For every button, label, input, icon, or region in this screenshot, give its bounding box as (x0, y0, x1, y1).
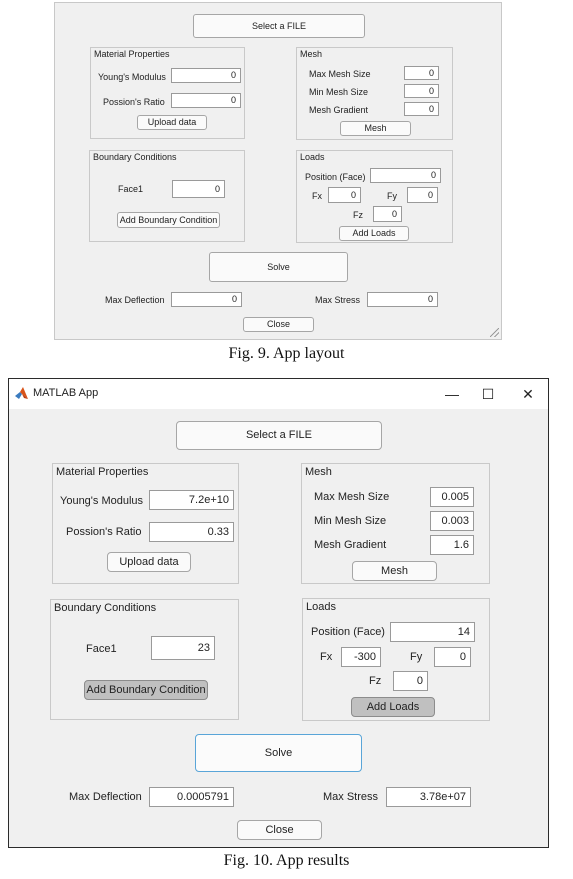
fx-field[interactable]: 0 (328, 187, 361, 203)
max-mesh-size-field[interactable]: 0.005 (430, 487, 474, 507)
mesh-button[interactable]: Mesh (352, 561, 437, 581)
solve-button[interactable]: Solve (195, 734, 362, 772)
minimize-icon[interactable]: — (445, 386, 459, 402)
close-window-icon[interactable]: ✕ (522, 386, 534, 402)
youngs-modulus-label: Young's Modulus (98, 72, 166, 82)
matlab-app-window (8, 378, 549, 848)
fy-field[interactable]: 0 (407, 187, 438, 203)
fx-field[interactable]: -300 (341, 647, 381, 667)
max-stress-field[interactable]: 3.78e+07 (386, 787, 471, 807)
youngs-modulus-label: Young's Modulus (60, 495, 144, 507)
solve-button[interactable]: Solve (209, 252, 348, 282)
mesh-panel (296, 47, 453, 140)
fz-field[interactable]: 0 (373, 206, 402, 222)
fig9-app-layout (54, 2, 502, 340)
select-file-button[interactable]: Select a FILE (176, 421, 382, 450)
youngs-modulus-field[interactable]: 0 (171, 68, 241, 83)
loads-title: Loads (300, 152, 325, 162)
fy-field[interactable]: 0 (434, 647, 471, 667)
youngs-modulus-field[interactable]: 7.2e+10 (149, 490, 234, 510)
mesh-title: Mesh (300, 49, 323, 59)
fy-label: Fy (410, 651, 423, 663)
face1-field[interactable]: 23 (151, 636, 215, 660)
loads-panel (296, 150, 453, 243)
title-bar[interactable] (9, 379, 548, 409)
boundary-conditions-panel (89, 150, 245, 242)
add-loads-button[interactable]: Add Loads (339, 226, 409, 241)
mesh-gradient-field[interactable]: 1.6 (430, 535, 474, 555)
material-properties-panel (52, 463, 239, 584)
boundary-conditions-title: Boundary Conditions (54, 602, 157, 614)
boundary-conditions-title: Boundary Conditions (93, 152, 177, 162)
max-deflection-label: Max Deflection (105, 295, 165, 305)
min-mesh-size-label: Min Mesh Size (314, 515, 387, 527)
loads-title: Loads (306, 601, 336, 613)
poisson-ratio-field[interactable]: 0 (171, 93, 241, 108)
position-face-label: Position (Face) (305, 172, 366, 182)
min-mesh-size-field[interactable]: 0.003 (430, 511, 474, 531)
add-loads-button[interactable]: Add Loads (351, 697, 435, 717)
boundary-conditions-panel (50, 599, 239, 720)
poisson-ratio-label: Possion's Ratio (103, 97, 165, 107)
mesh-gradient-field[interactable]: 0 (404, 102, 439, 116)
add-boundary-condition-button[interactable]: Add Boundary Condition (117, 212, 220, 228)
face1-label: Face1 (118, 184, 144, 194)
max-mesh-size-field[interactable]: 0 (404, 66, 439, 80)
mesh-panel (301, 463, 490, 584)
position-face-field[interactable]: 0 (370, 168, 441, 183)
min-mesh-size-field[interactable]: 0 (404, 84, 439, 98)
matlab-logo-icon (15, 387, 28, 400)
max-mesh-size-label: Max Mesh Size (309, 69, 371, 79)
max-stress-label: Max Stress (323, 791, 379, 803)
poisson-ratio-label: Possion's Ratio (66, 526, 142, 538)
material-properties-title: Material Properties (94, 49, 170, 59)
mesh-button[interactable]: Mesh (340, 121, 411, 136)
fy-label: Fy (387, 191, 397, 201)
max-deflection-field[interactable]: 0 (171, 292, 242, 307)
close-button[interactable]: Close (237, 820, 322, 840)
add-boundary-condition-button[interactable]: Add Boundary Condition (84, 680, 208, 700)
material-properties-panel (90, 47, 245, 139)
mesh-gradient-label: Mesh Gradient (314, 539, 387, 551)
max-stress-field[interactable]: 0 (367, 292, 438, 307)
close-button[interactable]: Close (243, 317, 314, 332)
face1-field[interactable]: 0 (172, 180, 225, 198)
fz-field[interactable]: 0 (393, 671, 428, 691)
fig9-caption: Fig. 9. App layout (228, 345, 345, 362)
max-deflection-label: Max Deflection (69, 791, 142, 803)
min-mesh-size-label: Min Mesh Size (309, 87, 369, 97)
mesh-gradient-label: Mesh Gradient (309, 105, 369, 115)
position-face-field[interactable]: 14 (390, 622, 475, 642)
poisson-ratio-field[interactable]: 0.33 (149, 522, 234, 542)
material-properties-title: Material Properties (56, 466, 149, 478)
fig10-caption: Fig. 10. App results (223, 852, 350, 869)
mesh-title: Mesh (305, 466, 332, 478)
window-title: MATLAB App (33, 387, 99, 399)
max-stress-label: Max Stress (315, 295, 361, 305)
upload-data-button[interactable]: Upload data (137, 115, 207, 130)
loads-panel (302, 598, 490, 721)
position-face-label: Position (Face) (311, 626, 385, 638)
max-deflection-field[interactable]: 0.0005791 (149, 787, 234, 807)
fx-label: Fx (312, 191, 322, 201)
face1-label: Face1 (86, 643, 117, 655)
fz-label: Fz (369, 675, 382, 687)
select-file-button[interactable]: Select a FILE (193, 14, 365, 38)
upload-data-button[interactable]: Upload data (107, 552, 191, 572)
fx-label: Fx (320, 651, 333, 663)
maximize-icon[interactable]: ☐ (481, 386, 495, 402)
max-mesh-size-label: Max Mesh Size (314, 491, 390, 503)
resize-grip-icon[interactable] (490, 328, 499, 337)
fz-label: Fz (353, 210, 363, 220)
